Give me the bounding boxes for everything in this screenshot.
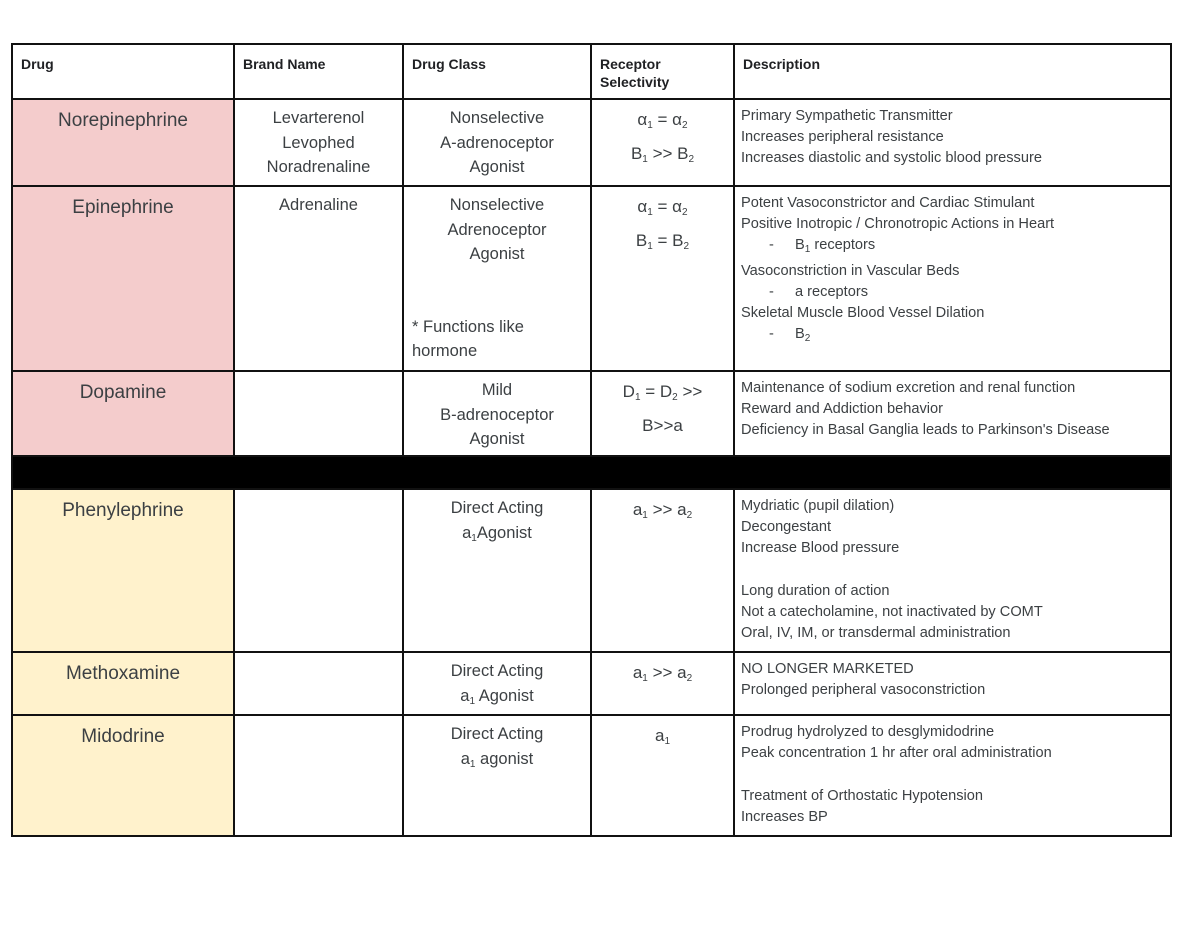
- drug-name: Norepinephrine: [12, 99, 234, 186]
- drug-name: Phenylephrine: [12, 489, 234, 652]
- brand-name: Adrenaline: [279, 196, 358, 214]
- description-line: Not a catecholamine, not inactivated by COMT: [741, 604, 1043, 620]
- drug-class-note: * Functions like hormone: [412, 317, 524, 360]
- drug-class-line: Direct Acting: [450, 662, 544, 680]
- brand-name: Levophed: [282, 133, 355, 152]
- drug-class-cell: [403, 186, 591, 371]
- drug-class-line: Adrenoceptor: [447, 220, 547, 239]
- selectivity-line: $B_1 >> B_2$: [630, 144, 695, 165]
- drug-class-line: Agonist: [469, 158, 525, 176]
- drug-class-cell: [403, 489, 591, 652]
- description-line: Increases peripheral resistance: [741, 129, 944, 146]
- description-line: Prodrug hydrolyzed to desglymidodrine: [741, 724, 995, 740]
- description-line: Skeletal Muscle Blood Vessel Dilation: [741, 305, 985, 322]
- selectivity-line: $\alpha_1 = \alpha_2$: [637, 110, 688, 131]
- brand-name-cell: [234, 371, 403, 456]
- description-line: Positive Inotropic / Chronotropic Actions in Heart: [741, 216, 1055, 233]
- section-separator: [12, 456, 1171, 489]
- description-line: Increases BP: [741, 808, 828, 825]
- header-drug-class: Drug Class: [403, 44, 591, 99]
- description-line: Prolonged peripheral vasoconstriction: [741, 682, 986, 699]
- dash-bullet: -: [769, 283, 774, 300]
- drug-class-cell: [403, 715, 591, 836]
- brand-name: Levarterenol: [272, 109, 365, 127]
- description-subitem: [741, 235, 1164, 260]
- receptor-selectivity-cell: [591, 652, 734, 715]
- drug-class-line: $a_1$ agonist: [460, 749, 534, 770]
- description-line: Decongestant: [741, 519, 832, 536]
- brand-name-cell: [234, 715, 403, 836]
- drug-class-line: Direct Acting: [450, 499, 544, 517]
- receptor-selectivity-cell: [591, 99, 734, 186]
- table-row: [12, 371, 1171, 456]
- description-line: Peak concentration 1 hr after oral administration: [741, 745, 1052, 762]
- description-line: Deficiency in Basal Ganglia leads to Parkinson's Disease: [741, 422, 1110, 439]
- description-line: Oral, IV, IM, or transdermal administration: [741, 625, 1011, 642]
- drug-class-cell: [403, 371, 591, 456]
- description-line: Treatment of Orthostatic Hypotension: [741, 787, 983, 804]
- receptor-selectivity-cell: [591, 715, 734, 836]
- brand-name-cell: [234, 652, 403, 715]
- drug-class-line: Mild: [481, 381, 513, 399]
- description-line: Potent Vasoconstrictor and Cardiac Stimulant: [741, 195, 1035, 211]
- drug-class-line: Agonist: [469, 430, 525, 448]
- selectivity-line: $\alpha_1 = \alpha_2$: [637, 197, 688, 218]
- description-cell: [734, 489, 1171, 652]
- description-gap: [741, 560, 1164, 581]
- drug-class-line: $a_1Agonist$: [462, 523, 532, 544]
- description-cell: [734, 652, 1171, 715]
- header-receptor-selectivity: Receptor Selectivity: [591, 44, 734, 99]
- dash-bullet: -: [769, 237, 774, 254]
- description-line: Reward and Addiction behavior: [741, 401, 944, 418]
- selectivity-line: $a_1 >> a_2$: [632, 500, 693, 521]
- description-cell: [734, 715, 1171, 836]
- table-row: [12, 652, 1171, 715]
- description-subitem-text: $B_1$ receptors: [795, 237, 876, 256]
- brand-name: Noradrenaline: [266, 158, 371, 176]
- description-subitem: [741, 324, 1164, 349]
- drug-class-line: $a_1$ Agonist: [460, 686, 534, 707]
- header-row: [12, 44, 1171, 99]
- separator-bar: [12, 456, 1171, 489]
- selectivity-line: B>>a: [642, 416, 683, 435]
- description-line: Long duration of action: [741, 582, 890, 599]
- drug-class-cell: [403, 99, 591, 186]
- description-line: Maintenance of sodium excretion and renal function: [741, 380, 1076, 396]
- brand-name-cell: [234, 186, 403, 371]
- header-brand-name: Brand Name: [234, 44, 403, 99]
- selectivity-line: $a_1 >> a_2$: [632, 663, 693, 684]
- drug-class-line: A-adrenoceptor: [440, 133, 554, 152]
- description-subitem-text: a receptors: [795, 283, 869, 300]
- drug-table: [11, 43, 1172, 837]
- brand-name-cell: [234, 99, 403, 186]
- description-line: Increases diastolic and systolic blood pressure: [741, 150, 1042, 167]
- drug-name: Methoxamine: [12, 652, 234, 715]
- drug-class-line: Agonist: [469, 245, 525, 263]
- table-row: [12, 489, 1171, 652]
- description-line: Mydriatic (pupil dilation): [741, 498, 895, 514]
- dash-bullet: -: [769, 326, 774, 343]
- header-drug: Drug: [12, 44, 234, 99]
- description-subitem-text: $B_2$: [795, 326, 811, 345]
- selectivity-line: $D_1 = D_2$ >>: [622, 382, 703, 403]
- description-cell: [734, 186, 1171, 371]
- description-cell: [734, 371, 1171, 456]
- drug-name: Midodrine: [12, 715, 234, 836]
- description-subitem: [741, 282, 1164, 303]
- description-line: NO LONGER MARKETED: [741, 661, 914, 677]
- drug-class-line: Nonselective: [449, 196, 545, 214]
- selectivity-line: $a_1$: [654, 726, 671, 747]
- drug-class-line: B-adrenoceptor: [440, 405, 554, 424]
- brand-name-cell: [234, 489, 403, 652]
- header-description: Description: [734, 44, 1171, 99]
- receptor-selectivity-cell: [591, 489, 734, 652]
- description-line: Vasoconstriction in Vascular Beds: [741, 262, 960, 279]
- description-gap: [741, 764, 1164, 785]
- table-row: [12, 186, 1171, 371]
- drug-class-line: Direct Acting: [450, 725, 544, 743]
- drug-class-cell: [403, 652, 591, 715]
- description-line: Increase Blood pressure: [741, 540, 900, 557]
- table-row: [12, 99, 1171, 186]
- selectivity-line: $B_1 = B_2$: [635, 231, 690, 252]
- drug-class-line: Nonselective: [449, 109, 545, 127]
- receptor-selectivity-cell: [591, 186, 734, 371]
- table-row: [12, 715, 1171, 836]
- drug-name: Epinephrine: [12, 186, 234, 371]
- description-line: Primary Sympathetic Transmitter: [741, 108, 953, 124]
- description-cell: [734, 99, 1171, 186]
- receptor-selectivity-cell: [591, 371, 734, 456]
- drug-name: Dopamine: [12, 371, 234, 456]
